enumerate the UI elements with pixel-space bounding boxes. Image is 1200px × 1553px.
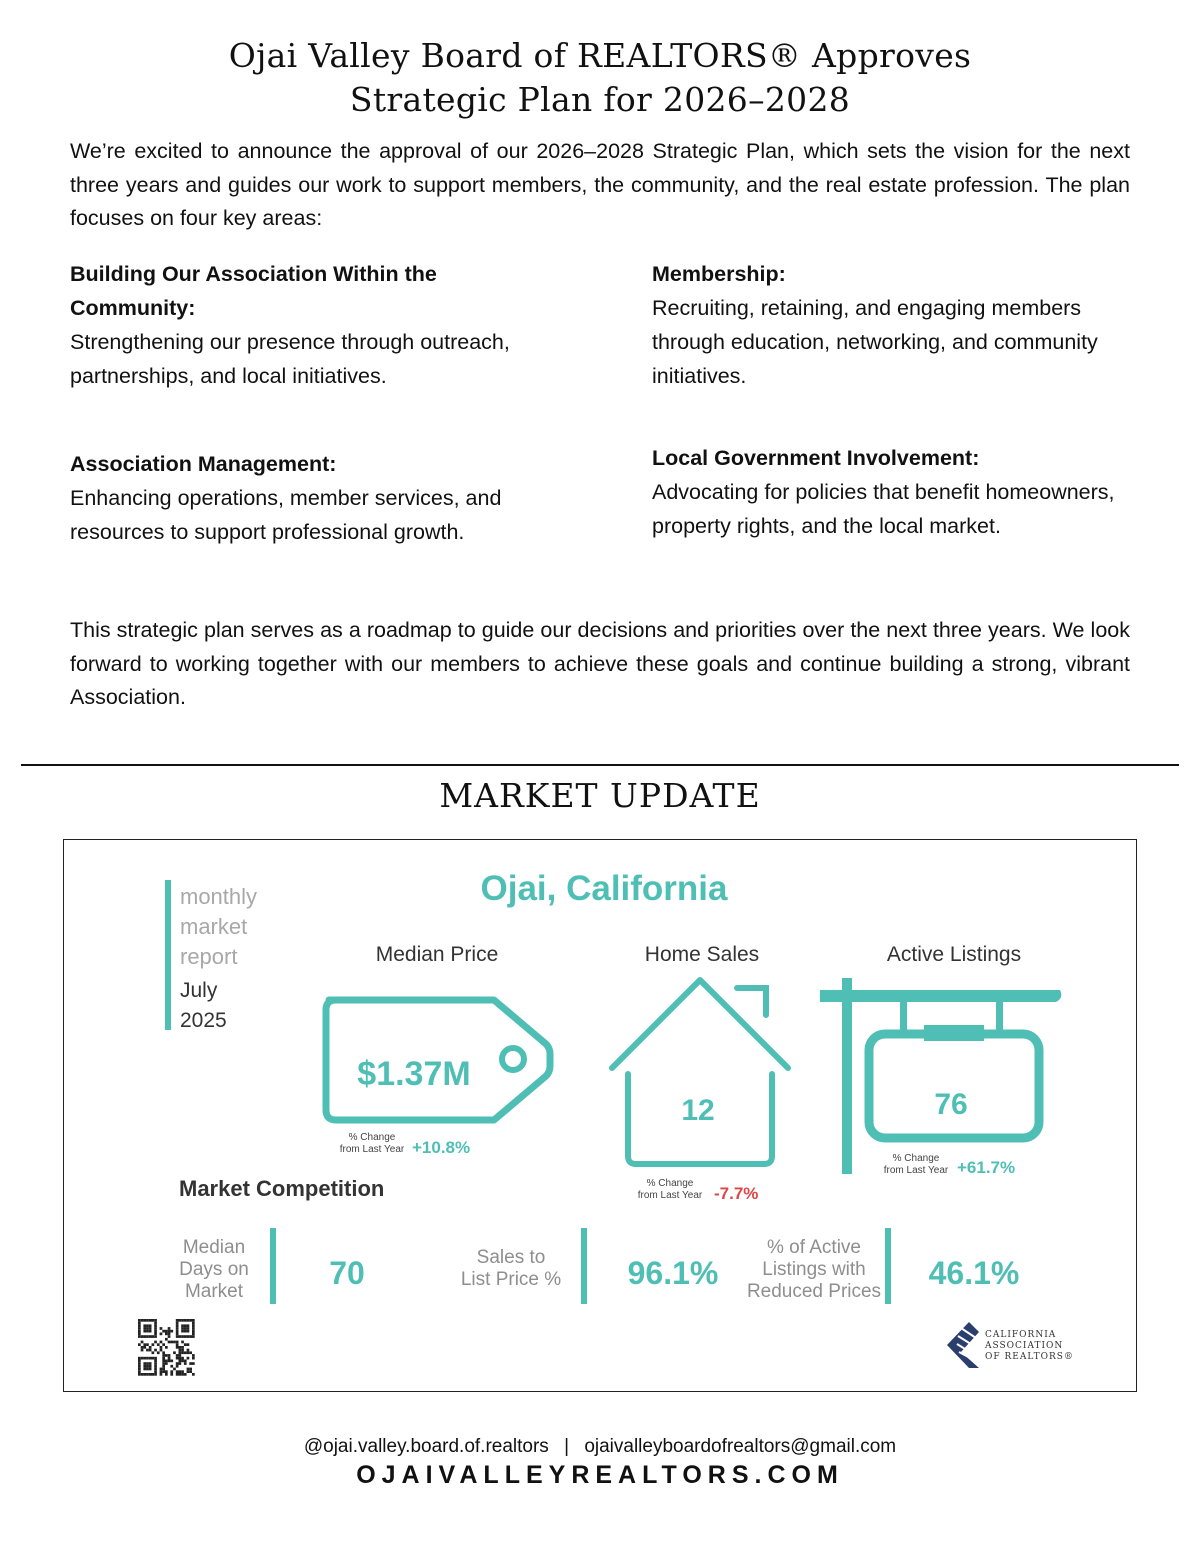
home-sales-change-label-1: % Change (646, 1178, 694, 1189)
website-link[interactable]: OJAIVALLEYREALTORS.COM (356, 1461, 844, 1489)
sign-board-icon (869, 1034, 1039, 1138)
focus-area-government (652, 441, 1142, 543)
location-title: Ojai, California (480, 869, 728, 908)
report-label-line-3: report (180, 944, 238, 969)
dom-label-line-2: Days on (179, 1259, 249, 1280)
sign-arm-icon (820, 990, 1061, 1002)
sale-to-list-divider (581, 1228, 587, 1304)
active-listings-label: Active Listings (886, 943, 1022, 966)
report-label-line-1: monthly (180, 884, 258, 909)
median-price-change-label-2: from Last Year (339, 1144, 405, 1155)
focus-area-text: Enhancing operations, member services, and resources to support professional growth. (70, 486, 502, 544)
home-sales-change: -7.7% (714, 1184, 759, 1203)
reduced-label-line-3: Reduced Prices (746, 1281, 882, 1302)
report-accent-bar (165, 880, 171, 1030)
market-update-title: MARKET UPDATE (439, 776, 761, 815)
market-competition-title: Market Competition (179, 1176, 385, 1201)
car-logo (947, 1322, 1074, 1368)
sale-to-list-value: 96.1% (627, 1255, 719, 1291)
intro-paragraph: We’re excited to announce the approval of our 2026–2028 Strategic Plan, which sets the vision for the next three years and guides our work to support members, the community, and the real estate profession. The plan focuses on four key areas: (70, 139, 1130, 230)
instagram-handle-link[interactable]: @ojai.valley.board.of.realtors (303, 1436, 549, 1457)
house-roof-icon (612, 980, 788, 1068)
median-price-change: +10.8% (412, 1138, 471, 1157)
footer-contact (0, 1436, 1200, 1458)
section-divider (21, 764, 1179, 766)
reduced-divider (885, 1228, 891, 1304)
active-listings-change-label-2: from Last Year (883, 1165, 949, 1176)
home-sales-value: 12 (681, 1094, 715, 1127)
report-label-line-2: market (180, 914, 248, 939)
report-year: 2025 (180, 1009, 227, 1032)
sale-to-list-label-line-1: Sales to (476, 1247, 546, 1268)
home-sales-label: Home Sales (644, 943, 760, 966)
active-listings-change: +61.7% (957, 1158, 1016, 1177)
closing-paragraph: This strategic plan serves as a roadmap to guide our decisions and priorities over the next three years. We look forward to working together with our members to achieve these goals and continue building a strong, vibrant Association. (70, 618, 1130, 709)
focus-area-heading: Building Our Association Within the Community: (70, 262, 437, 320)
median-price-label: Median Price (375, 943, 499, 966)
active-listings-change-label-1: % Change (892, 1153, 940, 1164)
title-line-1: Ojai Valley Board of REALTORS® Approves (228, 36, 972, 75)
active-listings-value: 76 (934, 1088, 968, 1121)
home-sales-change-label-2: from Last Year (637, 1190, 703, 1201)
dom-label-line-3: Market (184, 1281, 244, 1302)
market-report-infographic (63, 839, 1137, 1392)
dom-value: 70 (329, 1255, 365, 1291)
focus-area-community (70, 257, 540, 393)
focus-area-text: Recruiting, retaining, and engaging members through education, networking, and community initiatives. (652, 296, 1098, 388)
dom-divider (270, 1228, 276, 1304)
focus-area-heading: Association Management: (70, 452, 337, 476)
dom-label-line-1: Median (182, 1237, 246, 1258)
focus-area-heading: Local Government Involvement: (652, 446, 980, 470)
sign-post-icon (842, 978, 852, 1174)
car-logo-line-3: OF REALTORS® (985, 1352, 1074, 1362)
focus-area-text: Strengthening our presence through outreach, partnerships, and local initiatives. (70, 330, 510, 388)
car-logo-line-2: ASSOCIATION (985, 1341, 1064, 1351)
page-title (0, 34, 1200, 122)
house-chimney-icon (737, 988, 766, 1015)
median-price-value: $1.37M (357, 1055, 471, 1093)
car-logo-line-1: CALIFORNIA (985, 1330, 1057, 1340)
report-month: July (180, 979, 218, 1002)
focus-area-management (70, 447, 540, 549)
reduced-value: 46.1% (928, 1255, 1020, 1291)
reduced-label-line-2: Listings with (762, 1259, 866, 1280)
median-price-change-label-1: % Change (348, 1132, 396, 1143)
price-tag-hole-icon (502, 1048, 524, 1070)
reduced-label-line-1: % of Active (767, 1237, 861, 1258)
focus-area-heading: Membership: (652, 262, 786, 286)
focus-area-membership (652, 257, 1132, 393)
qr-code-icon (138, 1319, 195, 1376)
footer-separator: | (564, 1436, 570, 1457)
title-line-2: Strategic Plan for 2026–2028 (349, 80, 851, 119)
focus-area-text: Advocating for policies that benefit homeowners, property rights, and the local market. (652, 480, 1115, 538)
email-link[interactable]: ojaivalleyboardofrealtors@gmail.com (584, 1436, 897, 1457)
sale-to-list-label-line-2: List Price % (460, 1269, 562, 1290)
